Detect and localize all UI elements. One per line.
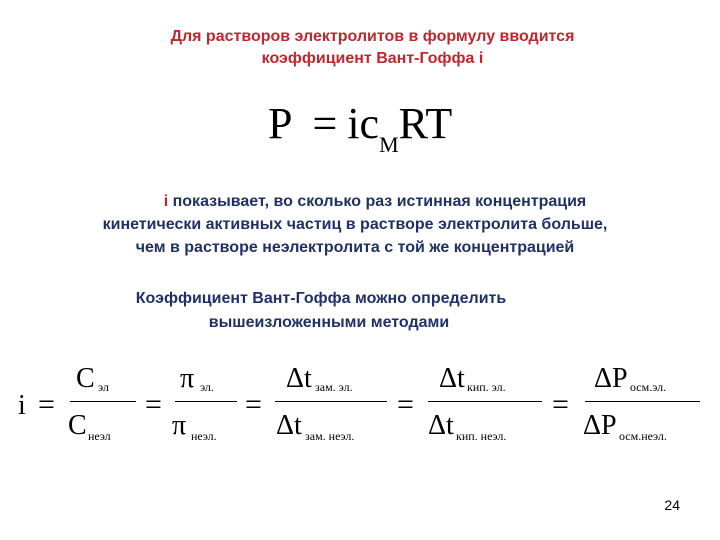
methods-paragraph [0,287,720,335]
frac5-numerator: ΔP [594,363,628,394]
frac3-denominator: Δt [276,410,302,441]
frac4-den-subscript: кип. неэл. [456,429,507,443]
formula-rt: RT [398,99,453,148]
frac2-denominator: π [172,410,187,441]
frac3-bar [275,401,387,402]
definition-line-1-text: показывает, во сколько раз истинная концентрация [168,193,587,210]
frac1-numerator: C [76,363,95,394]
formula-lhs: P [268,99,293,148]
title-line-1: Для растворов электролитов в формулу вводится [170,28,575,45]
ratio-equals-2: = [145,388,162,421]
frac2-num-subscript: эл. [200,380,214,394]
page-number: 24 [664,497,680,513]
definition-line-1 [20,190,690,213]
definition-line-3: чем в растворе неэлектролита с той же концентрацией [135,239,575,256]
frac4-numerator: Δt [439,363,465,394]
formula-equals: = [312,99,338,148]
methods-line-1: Коэффициент Вант-Гоффа можно определить [135,290,507,307]
frac1-bar [70,401,136,402]
frac5-bar [585,401,700,402]
i-variable: i [163,193,169,210]
methods-line-2: вышеизложенными методами [208,314,450,331]
ratio-equals-1: = [38,388,55,421]
frac3-num-subscript: зам. эл. [315,380,353,394]
frac1-denominator: C [68,410,87,441]
slide-title [0,26,720,70]
frac1-num-subscript: эл [98,380,109,394]
frac5-num-subscript: осм.эл. [630,380,667,394]
frac2-numerator: π [180,363,195,394]
frac4-bar [428,401,542,402]
definition-line-2: кинетически активных частиц в растворе электролита больше, [102,216,608,233]
ratio-lhs-i: i [18,390,26,421]
osmotic-pressure-formula [268,100,452,155]
frac5-den-subscript: осм.неэл. [619,429,667,443]
frac4-denominator: Δt [428,410,454,441]
ratio-equals-4: = [397,388,414,421]
formula-ic: ic [347,99,380,148]
ratio-equals-3: = [245,388,262,421]
frac4-num-subscript: кип. эл. [467,380,506,394]
ratio-equals-5: = [552,388,569,421]
frac2-den-subscript: неэл. [191,429,217,443]
frac3-numerator: Δt [286,363,312,394]
definition-paragraph [20,190,690,259]
frac2-bar [175,401,237,402]
frac3-den-subscript: зам. неэл. [305,429,355,443]
frac5-denominator: ΔP [583,410,617,441]
frac1-den-subscript: неэл [88,429,111,443]
formula-subscript-m: M [379,132,399,157]
title-line-2: коэффициент Вант-Гоффа i [261,50,484,67]
